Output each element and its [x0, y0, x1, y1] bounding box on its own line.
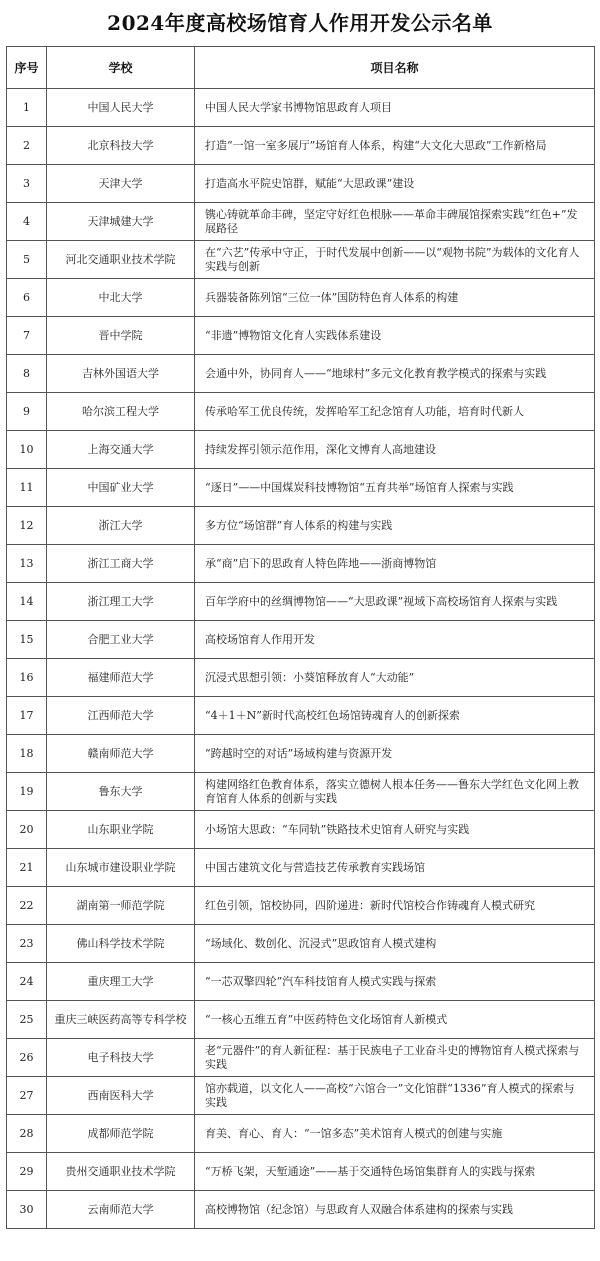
table-row — [7, 1153, 595, 1191]
row-school: 浙江理工大学 — [47, 583, 195, 621]
row-project: 中国人民大学家书博物馆思政育人项目 — [195, 89, 595, 127]
row-project: 传承哈军工优良传统，发挥哈军工纪念馆育人功能，培育时代新人 — [195, 393, 595, 431]
row-number: 5 — [7, 241, 47, 279]
row-school: 浙江工商大学 — [47, 545, 195, 583]
header-school: 学校 — [47, 47, 195, 89]
row-project: 兵器装备陈列馆“三位一体”国防特色育人体系的构建 — [195, 279, 595, 317]
table-row — [7, 773, 595, 811]
table-row — [7, 507, 595, 545]
row-number: 19 — [7, 773, 47, 811]
row-school: 浙江大学 — [47, 507, 195, 545]
row-number: 18 — [7, 735, 47, 773]
row-school: 成都师范学院 — [47, 1115, 195, 1153]
table-row — [7, 355, 595, 393]
row-school: 福建师范大学 — [47, 659, 195, 697]
table-row — [7, 241, 595, 279]
row-school: 哈尔滨工程大学 — [47, 393, 195, 431]
row-number: 2 — [7, 127, 47, 165]
row-school: 西南医科大学 — [47, 1077, 195, 1115]
table-row — [7, 279, 595, 317]
header-project: 项目名称 — [195, 47, 595, 89]
row-project: “跨越时空的对话”场域构建与资源开发 — [195, 735, 595, 773]
row-number: 11 — [7, 469, 47, 507]
table-row — [7, 659, 595, 697]
row-project: 小场馆大思政：“车同轨”铁路技术史馆育人研究与实践 — [195, 811, 595, 849]
row-number: 22 — [7, 887, 47, 925]
row-school: 晋中学院 — [47, 317, 195, 355]
row-number: 12 — [7, 507, 47, 545]
row-project: 百年学府中的丝绸博物馆——“大思政课”视域下高校场馆育人探索与实践 — [195, 583, 595, 621]
table-row — [7, 127, 595, 165]
header-number: 序号 — [7, 47, 47, 89]
list-table — [6, 46, 595, 1229]
row-project: 会通中外，协同育人——“地球村”多元文化教育教学模式的探索与实践 — [195, 355, 595, 393]
row-project: 构建网络红色教育体系，落实立德树人根本任务——鲁东大学红色文化网上教育馆育人体系的创新与实践 — [195, 773, 595, 811]
row-school: 天津城建大学 — [47, 203, 195, 241]
row-project: 镌心铸就革命丰碑，坚定守好红色根脉——革命丰碑展馆探索实践“红色+”发展路径 — [195, 203, 595, 241]
row-school: 北京科技大学 — [47, 127, 195, 165]
table-row — [7, 621, 595, 659]
document-title: 2024年度高校场馆育人作用开发公示名单 — [107, 11, 493, 35]
row-school: 湖南第一师范学院 — [47, 887, 195, 925]
row-school: 吉林外国语大学 — [47, 355, 195, 393]
row-project: “逐日”——中国煤炭科技博物馆“五育共举”场馆育人探索与实践 — [195, 469, 595, 507]
table-header-row — [7, 47, 595, 89]
row-project: “万桥飞架，天堑通途”——基于交通特色场馆集群育人的实践与探索 — [195, 1153, 595, 1191]
row-project: 在“六艺”传承中守正，于时代发展中创新——以“观物书院”为载体的文化育人实践与创新 — [195, 241, 595, 279]
row-school: 鲁东大学 — [47, 773, 195, 811]
row-school: 山东职业学院 — [47, 811, 195, 849]
row-school: 重庆三峡医药高等专科学校 — [47, 1001, 195, 1039]
row-project: 红色引领，馆校协同，四阶递进：新时代馆校合作铸魂育人模式研究 — [195, 887, 595, 925]
row-project: “一核心五维五育”中医药特色文化场馆育人新模式 — [195, 1001, 595, 1039]
row-project: 多方位“场馆群”育人体系的构建与实践 — [195, 507, 595, 545]
row-project: 育美、育心、育人：“一馆多态”美术馆育人模式的创建与实施 — [195, 1115, 595, 1153]
table-row — [7, 317, 595, 355]
row-project: “4＋1＋N”新时代高校红色场馆铸魂育人的创新探索 — [195, 697, 595, 735]
row-number: 28 — [7, 1115, 47, 1153]
row-school: 中国矿业大学 — [47, 469, 195, 507]
row-project: 承“商”启下的思政育人特色阵地——浙商博物馆 — [195, 545, 595, 583]
row-project: “场域化、数创化、沉浸式”思政馆育人模式建构 — [195, 925, 595, 963]
row-number: 10 — [7, 431, 47, 469]
row-project: 打造高水平院史馆群，赋能“大思政课”建设 — [195, 165, 595, 203]
row-school: 云南师范大学 — [47, 1191, 195, 1229]
row-school: 赣南师范大学 — [47, 735, 195, 773]
row-number: 20 — [7, 811, 47, 849]
row-number: 17 — [7, 697, 47, 735]
row-school: 贵州交通职业技术学院 — [47, 1153, 195, 1191]
table-row — [7, 1001, 595, 1039]
table-row — [7, 1077, 595, 1115]
row-number: 8 — [7, 355, 47, 393]
row-school: 河北交通职业技术学院 — [47, 241, 195, 279]
table-row — [7, 925, 595, 963]
table-row — [7, 735, 595, 773]
row-number: 29 — [7, 1153, 47, 1191]
row-number: 4 — [7, 203, 47, 241]
table-row — [7, 583, 595, 621]
row-school: 佛山科学技术学院 — [47, 925, 195, 963]
table-row — [7, 1191, 595, 1229]
table-row — [7, 1039, 595, 1077]
row-number: 14 — [7, 583, 47, 621]
row-number: 21 — [7, 849, 47, 887]
table-row — [7, 697, 595, 735]
row-number: 13 — [7, 545, 47, 583]
row-number: 30 — [7, 1191, 47, 1229]
row-school: 山东城市建设职业学院 — [47, 849, 195, 887]
row-number: 25 — [7, 1001, 47, 1039]
row-number: 3 — [7, 165, 47, 203]
row-number: 23 — [7, 925, 47, 963]
table-row — [7, 811, 595, 849]
row-number: 6 — [7, 279, 47, 317]
row-school: 江西师范大学 — [47, 697, 195, 735]
row-number: 15 — [7, 621, 47, 659]
row-project: 持续发挥引领示范作用，深化文博育人高地建设 — [195, 431, 595, 469]
row-school: 上海交通大学 — [47, 431, 195, 469]
row-school: 天津大学 — [47, 165, 195, 203]
row-number: 1 — [7, 89, 47, 127]
row-number: 24 — [7, 963, 47, 1001]
table-row — [7, 887, 595, 925]
row-project: “非遗”博物馆文化育人实践体系建设 — [195, 317, 595, 355]
row-number: 27 — [7, 1077, 47, 1115]
row-number: 9 — [7, 393, 47, 431]
table-row — [7, 849, 595, 887]
row-number: 16 — [7, 659, 47, 697]
table-row — [7, 469, 595, 507]
row-project: 中国古建筑文化与营造技艺传承教育实践场馆 — [195, 849, 595, 887]
table-row — [7, 1115, 595, 1153]
row-school: 电子科技大学 — [47, 1039, 195, 1077]
row-number: 7 — [7, 317, 47, 355]
table-row — [7, 203, 595, 241]
row-project: 高校博物馆（纪念馆）与思政育人双融合体系建构的探索与实践 — [195, 1191, 595, 1229]
row-project: 老“元器件”的育人新征程：基于民族电子工业奋斗史的博物馆育人模式探索与实践 — [195, 1039, 595, 1077]
table-row — [7, 431, 595, 469]
table-row — [7, 963, 595, 1001]
row-project: 打造“一馆一室多展厅”场馆育人体系，构建“大文化大思政”工作新格局 — [195, 127, 595, 165]
row-school: 重庆理工大学 — [47, 963, 195, 1001]
row-number: 26 — [7, 1039, 47, 1077]
row-school: 中国人民大学 — [47, 89, 195, 127]
table-row — [7, 89, 595, 127]
row-school: 合肥工业大学 — [47, 621, 195, 659]
row-project: 高校场馆育人作用开发 — [195, 621, 595, 659]
table-row — [7, 165, 595, 203]
row-school: 中北大学 — [47, 279, 195, 317]
row-project: 沉浸式思想引领：小葵馆释放育人“大动能” — [195, 659, 595, 697]
table-row — [7, 545, 595, 583]
table-row — [7, 393, 595, 431]
row-project: 馆亦载道，以文化人——高校“六馆合一”文化馆群“1336”育人模式的探索与实践 — [195, 1077, 595, 1115]
row-project: “一芯双擎四轮”汽车科技馆育人模式实践与探索 — [195, 963, 595, 1001]
